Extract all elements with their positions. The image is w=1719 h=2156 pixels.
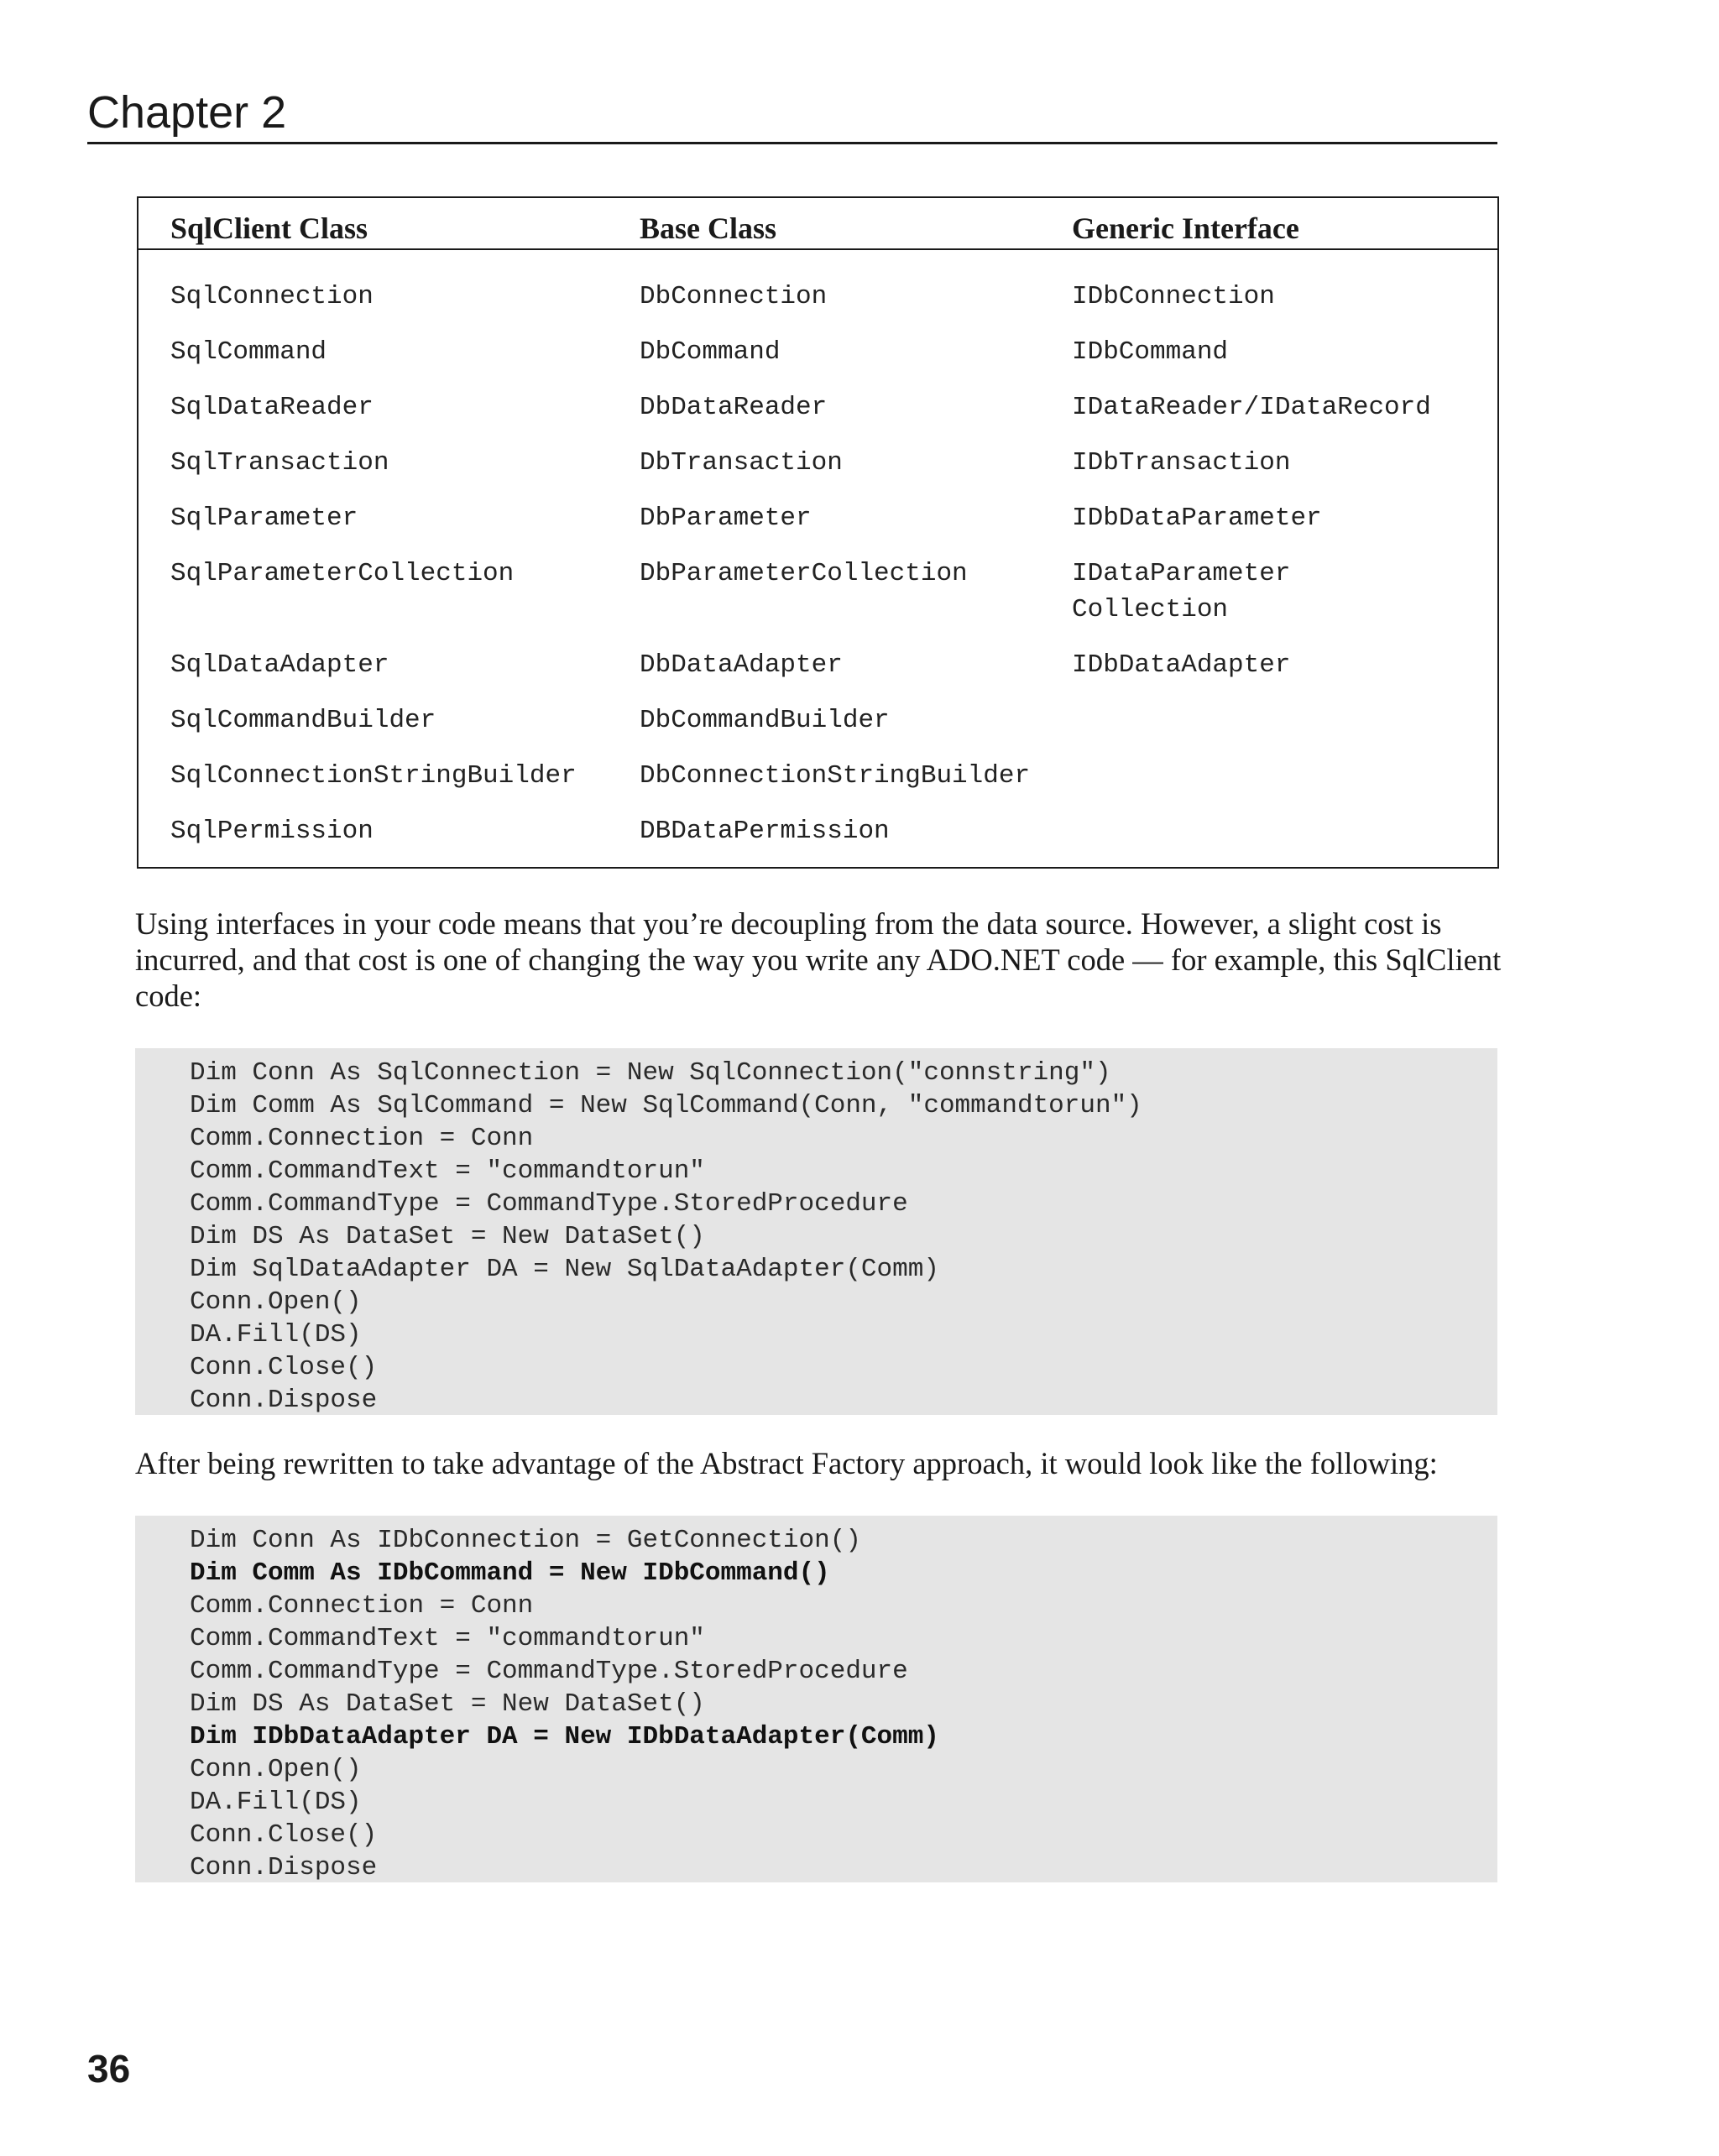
code-line: Dim SqlDataAdapter DA = New SqlDataAdapter(Comm) — [190, 1255, 939, 1284]
table-cell-base-class: DbDataReader — [640, 393, 828, 422]
code-line: Comm.CommandType = CommandType.StoredProcedure — [190, 1657, 908, 1686]
page-number: 36 — [87, 2047, 131, 2091]
table-cell-base-class: DbCommand — [640, 337, 781, 367]
table-cell-base-class: DbDataAdapter — [640, 650, 843, 680]
code-line: Dim Conn As SqlConnection = New SqlConnection("connstring") — [190, 1058, 1111, 1088]
table-cell-generic-interface: IDbDataParameter — [1072, 504, 1322, 533]
table-header-rule — [138, 248, 1497, 250]
code-line: Comm.Connection = Conn — [190, 1591, 534, 1621]
table-cell-sqlclient-class: SqlDataAdapter — [170, 650, 389, 680]
code-line: Conn.Open() — [190, 1755, 362, 1784]
code-line: Dim Comm As IDbCommand = New IDbCommand() — [190, 1558, 830, 1588]
table-cell-generic-interface: IDbTransaction — [1072, 448, 1291, 478]
code-line: Conn.Close() — [190, 1820, 378, 1850]
code-block-abstract-factory — [135, 1516, 1497, 1882]
table-cell-base-class: DbParameterCollection — [640, 559, 968, 588]
code-line: Dim Comm As SqlCommand = New SqlCommand(Conn, "commandtorun") — [190, 1091, 1142, 1120]
table-cell-base-class: DbCommandBuilder — [640, 706, 890, 735]
table-cell-sqlclient-class: SqlConnection — [170, 282, 374, 311]
code-line: Conn.Dispose — [190, 1386, 378, 1415]
code-line: Conn.Close() — [190, 1353, 378, 1382]
chapter-title: Chapter 2 — [87, 87, 287, 138]
table-cell-base-class: DbTransaction — [640, 448, 843, 478]
code-line: Comm.CommandText = "commandtorun" — [190, 1624, 705, 1653]
code-line: Conn.Dispose — [190, 1853, 378, 1882]
intro-paragraph: Using interfaces in your code means that you’re decoupling from the data source. However, a slight cost is incurred, and that cost is one of changing the way you write any ADO.NET code — for example, this SqlClient code: — [135, 906, 1502, 1013]
table-cell-generic-interface: IDbConnection — [1072, 282, 1275, 311]
code-line: Comm.Connection = Conn — [190, 1124, 534, 1153]
table-cell-sqlclient-class: SqlPermission — [170, 817, 374, 846]
code-line: DA.Fill(DS) — [190, 1788, 362, 1817]
table-cell-generic-interface: IDbCommand — [1072, 337, 1229, 367]
table-cell-base-class: DbParameter — [640, 504, 812, 533]
table-cell-sqlclient-class: SqlParameter — [170, 504, 358, 533]
column-header-base-class: Base Class — [640, 211, 777, 245]
table-cell-sqlclient-class: SqlCommandBuilder — [170, 706, 436, 735]
code-line: Dim Conn As IDbConnection = GetConnection() — [190, 1526, 861, 1555]
rewrite-paragraph: After being rewritten to take advantage of the Abstract Factory approach, it would look like the following: — [135, 1446, 1438, 1480]
table-cell-sqlclient-class: SqlCommand — [170, 337, 327, 367]
table-cell-sqlclient-class: SqlParameterCollection — [170, 559, 515, 588]
chapter-header — [87, 84, 1497, 144]
table-cell-sqlclient-class: SqlTransaction — [170, 448, 389, 478]
table-cell-base-class: DbConnection — [640, 282, 828, 311]
table-cell-base-class: DbConnectionStringBuilder — [640, 761, 1031, 791]
code-block-sqlclient — [135, 1048, 1497, 1415]
column-header-sqlclient-class: SqlClient Class — [170, 211, 368, 245]
table-cell-sqlclient-class: SqlDataReader — [170, 393, 374, 422]
code-line: Comm.CommandText = "commandtorun" — [190, 1156, 705, 1186]
code-line: Dim DS As DataSet = New DataSet() — [190, 1222, 705, 1251]
code-line: Dim DS As DataSet = New DataSet() — [190, 1689, 705, 1719]
table-cell-generic-interface: IDbDataAdapter — [1072, 650, 1291, 680]
table-cell-base-class: DBDataPermission — [640, 817, 890, 846]
code-line: Comm.CommandType = CommandType.StoredProcedure — [190, 1189, 908, 1219]
table-cell-generic-interface: IDataParameter Collection — [1072, 559, 1291, 624]
code-line: Dim IDbDataAdapter DA = New IDbDataAdapter(Comm) — [190, 1722, 939, 1751]
table-cell-generic-interface: IDataReader/IDataRecord — [1072, 393, 1431, 422]
column-header-generic-interface: Generic Interface — [1072, 211, 1299, 245]
table-cell-sqlclient-class: SqlConnectionStringBuilder — [170, 761, 577, 791]
code-line: Conn.Open() — [190, 1287, 362, 1317]
code-line: DA.Fill(DS) — [190, 1320, 362, 1349]
class-table — [137, 196, 1499, 869]
